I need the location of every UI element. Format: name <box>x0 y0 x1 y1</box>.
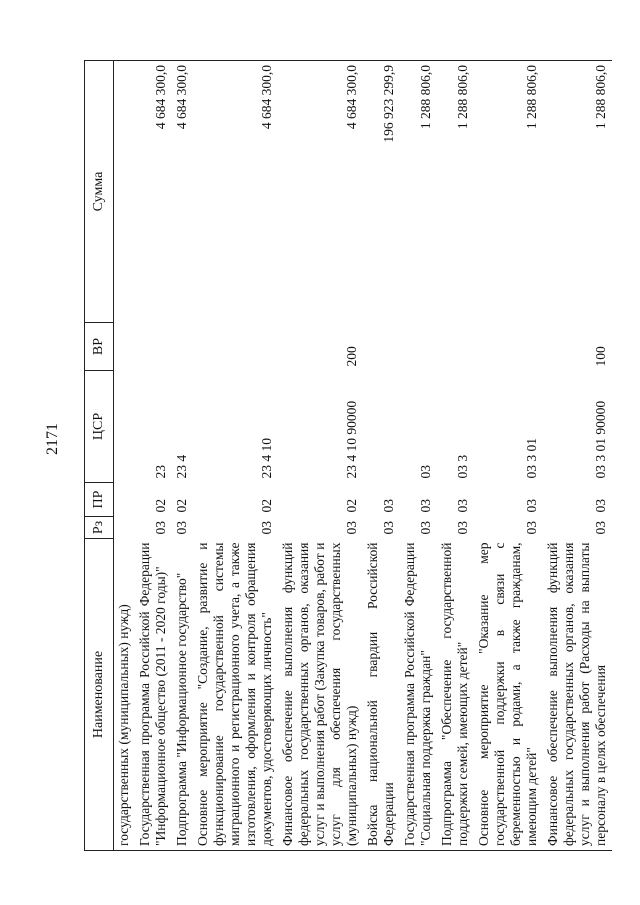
table-row <box>363 61 400 851</box>
row-name: Основное мероприятие "Оказание мер государственной поддержки в связи с беременностью и родами, а также гражданам, имеющим детей" <box>474 539 543 851</box>
row-sum: 1 288 806,0 <box>400 61 437 323</box>
row-name: Основное мероприятие "Создание, развитие и функционирование государственной системы миграционного и регистрационного учета, а также изготовления, оформления и контроля обращения документов, удостоверяющих личность" <box>193 539 278 851</box>
table-row <box>278 61 363 851</box>
row-rz: 03 <box>153 521 168 535</box>
table-row <box>437 61 474 851</box>
rotated-page <box>84 61 608 851</box>
header-pr: ПР <box>85 483 114 517</box>
row-name: Подпрограмма "Информационное государство" <box>172 539 193 851</box>
row-rz: 03 <box>174 521 189 535</box>
table-row <box>474 61 543 851</box>
table-row <box>135 61 172 851</box>
row-csr <box>363 371 400 483</box>
row-sum <box>114 61 136 323</box>
row-rz: 03 <box>418 521 433 535</box>
row-rz: 03 <box>593 521 608 535</box>
row-pr: 02 <box>259 499 274 513</box>
row-sum: 1 288 806,0 <box>474 61 543 323</box>
row-pr: 03 <box>381 499 396 513</box>
row-csr: 23 4 <box>174 454 189 479</box>
row-csr: 23 4 10 <box>259 438 274 479</box>
row-sum: 1 288 806,0 <box>437 61 474 323</box>
row-vr: 100 <box>593 346 608 367</box>
row-pr: 02 <box>174 499 189 513</box>
header-sum: Сумма <box>85 61 114 323</box>
row-vr <box>400 323 437 371</box>
row-rz: 03 <box>381 521 396 535</box>
header-name: Наименование <box>85 539 114 851</box>
row-rz: 03 <box>524 521 539 535</box>
row-name: Войска национальной гвардии Российской Федерации <box>363 539 400 851</box>
row-csr: 03 <box>418 465 433 479</box>
header-csr: ЦСР <box>85 371 114 483</box>
row-csr: 03 3 01 <box>524 438 539 479</box>
row-name: Государственная программа Российской Федерации "Социальная поддержка граждан" <box>400 539 437 851</box>
row-pr: 02 <box>344 499 359 513</box>
row-name: Государственная программа Российской Федерации "Информационное общество (2011 - 2020 годы)" <box>135 539 172 851</box>
row-pr <box>114 483 136 517</box>
row-name: государственных (муниципальных) нужд) <box>114 539 136 851</box>
row-sum: 4 684 300,0 <box>193 61 278 323</box>
row-rz: 03 <box>344 521 359 535</box>
table-row <box>193 61 278 851</box>
row-name: Подпрограмма "Обеспечение государственной поддержки семей, имеющих детей" <box>437 539 474 851</box>
budget-table <box>84 60 612 851</box>
row-pr: 03 <box>524 499 539 513</box>
row-vr <box>193 323 278 371</box>
page-number: 2171 <box>44 423 61 455</box>
row-rz: 03 <box>455 521 470 535</box>
row-vr <box>437 323 474 371</box>
row-rz: 03 <box>259 521 274 535</box>
row-pr: 02 <box>153 499 168 513</box>
row-sum: 4 684 300,0 <box>135 61 172 323</box>
row-csr: 23 <box>153 465 168 479</box>
row-pr: 03 <box>418 499 433 513</box>
row-vr <box>114 323 136 371</box>
row-csr: 23 4 10 90000 <box>344 400 359 479</box>
row-vr <box>172 323 193 371</box>
row-sum: 4 684 300,0 <box>278 61 363 323</box>
row-pr: 03 <box>455 499 470 513</box>
row-sum: 196 923 299,9 <box>363 61 400 323</box>
table-row <box>543 61 612 851</box>
table-row <box>172 61 193 851</box>
row-sum: 4 684 300,0 <box>172 61 193 323</box>
row-csr <box>114 371 136 483</box>
row-vr <box>474 323 543 371</box>
row-sum: 1 288 806,0 <box>543 61 612 323</box>
row-name: Финансовое обеспечение выполнения функций федеральных государственных органов, оказания услуг и выполнения работ (Расходы на выплаты персоналу в целях обеспечения <box>543 539 612 851</box>
header-vr: ВР <box>85 323 114 371</box>
row-vr: 200 <box>344 346 359 367</box>
row-csr: 03 3 01 90000 <box>593 400 608 479</box>
row-pr: 03 <box>593 499 608 513</box>
header-rz: Рз <box>85 517 114 539</box>
table-row <box>114 61 136 851</box>
table-header <box>85 61 114 851</box>
row-name: Финансовое обеспечение выполнения функций федеральных государственных органов, оказания услуг и выполнения работ (Закупка товаров, работ и услуг для обеспечения государственных (муниципальных) нужд) <box>278 539 363 851</box>
row-csr: 03 3 <box>455 454 470 479</box>
table-row <box>400 61 437 851</box>
row-vr <box>363 323 400 371</box>
row-rz <box>114 517 136 539</box>
row-vr <box>135 323 172 371</box>
